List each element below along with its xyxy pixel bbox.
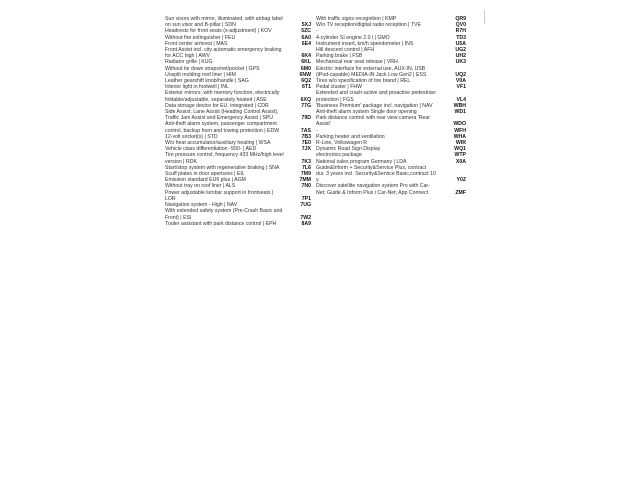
option-description: Radiator grille | KUG <box>165 59 213 66</box>
option-row <box>316 115 466 127</box>
option-code: 7W2 <box>300 214 311 221</box>
option-code: 6M0 <box>300 65 311 72</box>
option-row <box>316 165 466 184</box>
option-code: VL4 <box>456 96 466 103</box>
option-description: Tires w/o specification of tire brand | REL <box>316 78 411 85</box>
option-description: Front center armrest | MAS <box>165 40 228 47</box>
option-code: 7JX <box>301 146 311 153</box>
option-code: V0A <box>455 78 466 85</box>
option-description: Emission standard EU6 plus | AGM <box>165 177 246 184</box>
option-code: 6KL <box>301 59 311 66</box>
option-description: Discover satellite navigation system Pro with Car-Net; Guide & Inform Plus i Car-Net; App Connect <box>316 183 430 196</box>
option-row <box>165 16 311 28</box>
option-row <box>165 208 311 220</box>
option-code: WTP <box>454 152 466 159</box>
option-description: Extended and crash-active and proactive pedestrian protection | FGS <box>316 90 436 103</box>
option-code: UH2 <box>455 53 466 60</box>
option-code: QR9 <box>455 16 466 22</box>
option-description: - <box>316 127 318 134</box>
option-description: Sun visors with mirror, illuminated, with airbag label on sun visor and B-pillar | SDN <box>165 16 283 29</box>
option-description: Exterior mirrors: with memory function, electrically foldable/adjustable, separately heated | ASE <box>165 90 280 103</box>
left-column <box>165 16 311 227</box>
option-code: 6NW <box>299 71 311 78</box>
option-description: Without tray on roof liner | ALS <box>165 183 236 190</box>
option-row <box>165 152 311 164</box>
option-description: Front Assist incl. city automatic emergency braking for ACC high | AWV <box>165 47 282 60</box>
option-description: Tire pressure control, frequency 433 MHz/high level version | RDK <box>165 152 284 165</box>
option-row <box>165 47 311 59</box>
option-code: 6T1 <box>302 84 311 91</box>
option-description: Without tie down straps/net/pocket | GPS <box>165 65 260 72</box>
option-code: WHA <box>453 133 466 140</box>
option-description: Hill descent control | AFH <box>316 47 375 54</box>
option-description: R-Line, Volkswagen R <box>316 140 368 147</box>
option-description: W/o heat accumulator/auxiliary heating | WSA <box>165 140 271 147</box>
option-code: U5A <box>455 40 466 47</box>
option-description: Vehicle class differentiation -S50- | AED <box>165 146 257 153</box>
option-code: R7H <box>455 28 466 35</box>
option-description: Headrests for front seats (x-adjustment) | KOV <box>165 28 272 35</box>
option-description: Navigation system - High | NAV <box>165 202 238 209</box>
option-code: UQ2 <box>455 71 466 78</box>
option-code: WDO <box>453 121 466 128</box>
option-description: Anti-theft alarm system, passenger compartment control, backup horn and towing protection | EDW <box>165 121 280 134</box>
option-code: 6K4 <box>301 53 311 60</box>
option-code: ZMF <box>455 189 466 196</box>
option-code: 7E0 <box>301 140 311 147</box>
option-code: 6E4 <box>301 40 311 47</box>
option-description: Dynamic Road Sign Display <box>316 146 381 153</box>
option-description: Data storage device for EU, integrated | CDR <box>165 102 269 109</box>
option-code: WIR <box>455 140 466 147</box>
option-code: 79D <box>301 115 311 122</box>
option-code: WQ1 <box>454 146 466 153</box>
option-description: Parking brake | FSB <box>316 53 363 60</box>
option-description: Anti-theft alarm system Single door opening <box>316 109 417 116</box>
option-code: 6Q2 <box>301 78 311 85</box>
option-code: 6A0 <box>301 34 311 41</box>
option-code: 8A9 <box>301 220 311 227</box>
option-code: 5ZC <box>301 28 311 35</box>
option-code: WBH <box>453 102 466 109</box>
option-description: Mechanical rear seat release | VRH <box>316 59 398 66</box>
option-code: 6XQ <box>300 96 311 103</box>
option-code: 77G <box>301 102 311 109</box>
option-description: Interior light in footwell | INL <box>165 84 229 91</box>
option-description: With extended safety system (Pre-Crash Basic and Front) | ESI <box>165 208 283 221</box>
option-code: 7M9 <box>300 171 311 178</box>
option-description: Park distance control with rear view camera 'Rear Assist' <box>316 115 431 128</box>
option-row <box>316 183 466 195</box>
option-code: 7UG <box>300 202 311 209</box>
option-description: Guide&Inform + Security&Service Plus, contract dur. 3 years incl. Security&Service Basic,contract 10 y. <box>316 164 436 184</box>
option-code: 7MM <box>299 177 311 184</box>
option-code: X0A <box>455 158 466 165</box>
option-description: 12-volt socket(s) | STD <box>165 133 218 140</box>
option-description: Start/stop system with regenerative braking | SNA <box>165 164 280 171</box>
option-description: Parking heater and ventilation <box>316 133 385 140</box>
option-description: Power adjustable lumbar support in frontseats | LOR <box>165 189 274 202</box>
right-column <box>316 16 466 196</box>
option-code: VF1 <box>456 84 466 91</box>
option-description: Side Assist, Lane Assist (Heading Control Assist), Traffic Jam Assist and Emergency Assist | SPU <box>165 109 279 122</box>
option-code: TD3 <box>456 34 466 41</box>
option-code: 7AS <box>300 127 311 134</box>
option-code: 7P1 <box>301 195 311 202</box>
option-description: 4-cylinder SI engine 2.0 l | GMO <box>316 34 390 41</box>
option-row <box>165 90 311 102</box>
option-code: WFH <box>454 127 466 134</box>
option-row <box>165 121 311 133</box>
option-code: 7K3 <box>301 158 311 165</box>
option-code: Y0Z <box>456 177 466 184</box>
option-description: Instrument insert, km/h speedometer | INS <box>316 40 414 47</box>
option-description: 'Business Premium' package incl. navigation | NAV <box>316 102 433 109</box>
option-row <box>165 221 311 227</box>
option-code: 7N0 <box>301 183 311 190</box>
option-code: UG2 <box>455 47 466 54</box>
option-description: National sales program Germany | LDA <box>316 158 407 165</box>
option-description: Trailer assistant with park distance control | EPH <box>165 220 277 227</box>
option-row <box>316 66 466 78</box>
option-code: UK3 <box>455 59 466 66</box>
option-description: With traffic signs recognition | KMP <box>316 16 397 22</box>
option-row <box>165 109 311 121</box>
option-description: - <box>316 28 318 35</box>
option-code: WD1 <box>454 109 466 116</box>
option-description: Unsplit molding roof liner | HIM <box>165 71 236 78</box>
option-description: Electric interface for external use, AUX-IN, USB (iPod-capable) MEDIA-IN Jack Low Gen2 | ESS <box>316 65 427 78</box>
option-row <box>165 190 311 202</box>
option-code: 7L6 <box>302 164 311 171</box>
option-description: W/o TV reception/digital radio reception | TVE <box>316 22 421 29</box>
option-code: 7B3 <box>301 133 311 140</box>
option-description: electronics package <box>316 152 362 159</box>
option-row <box>316 90 466 102</box>
option-code: QV0 <box>455 22 466 29</box>
option-description: Pedal cluster | FHW <box>316 84 363 91</box>
option-code: 5XJ <box>301 22 311 29</box>
option-description: Leather gearshift knob/handle | SAG <box>165 78 249 85</box>
option-description: Scuff plates in door apertures | EIL <box>165 171 245 178</box>
option-description: Without fire extinguisher | FEU <box>165 34 236 41</box>
page-mark <box>484 10 485 24</box>
